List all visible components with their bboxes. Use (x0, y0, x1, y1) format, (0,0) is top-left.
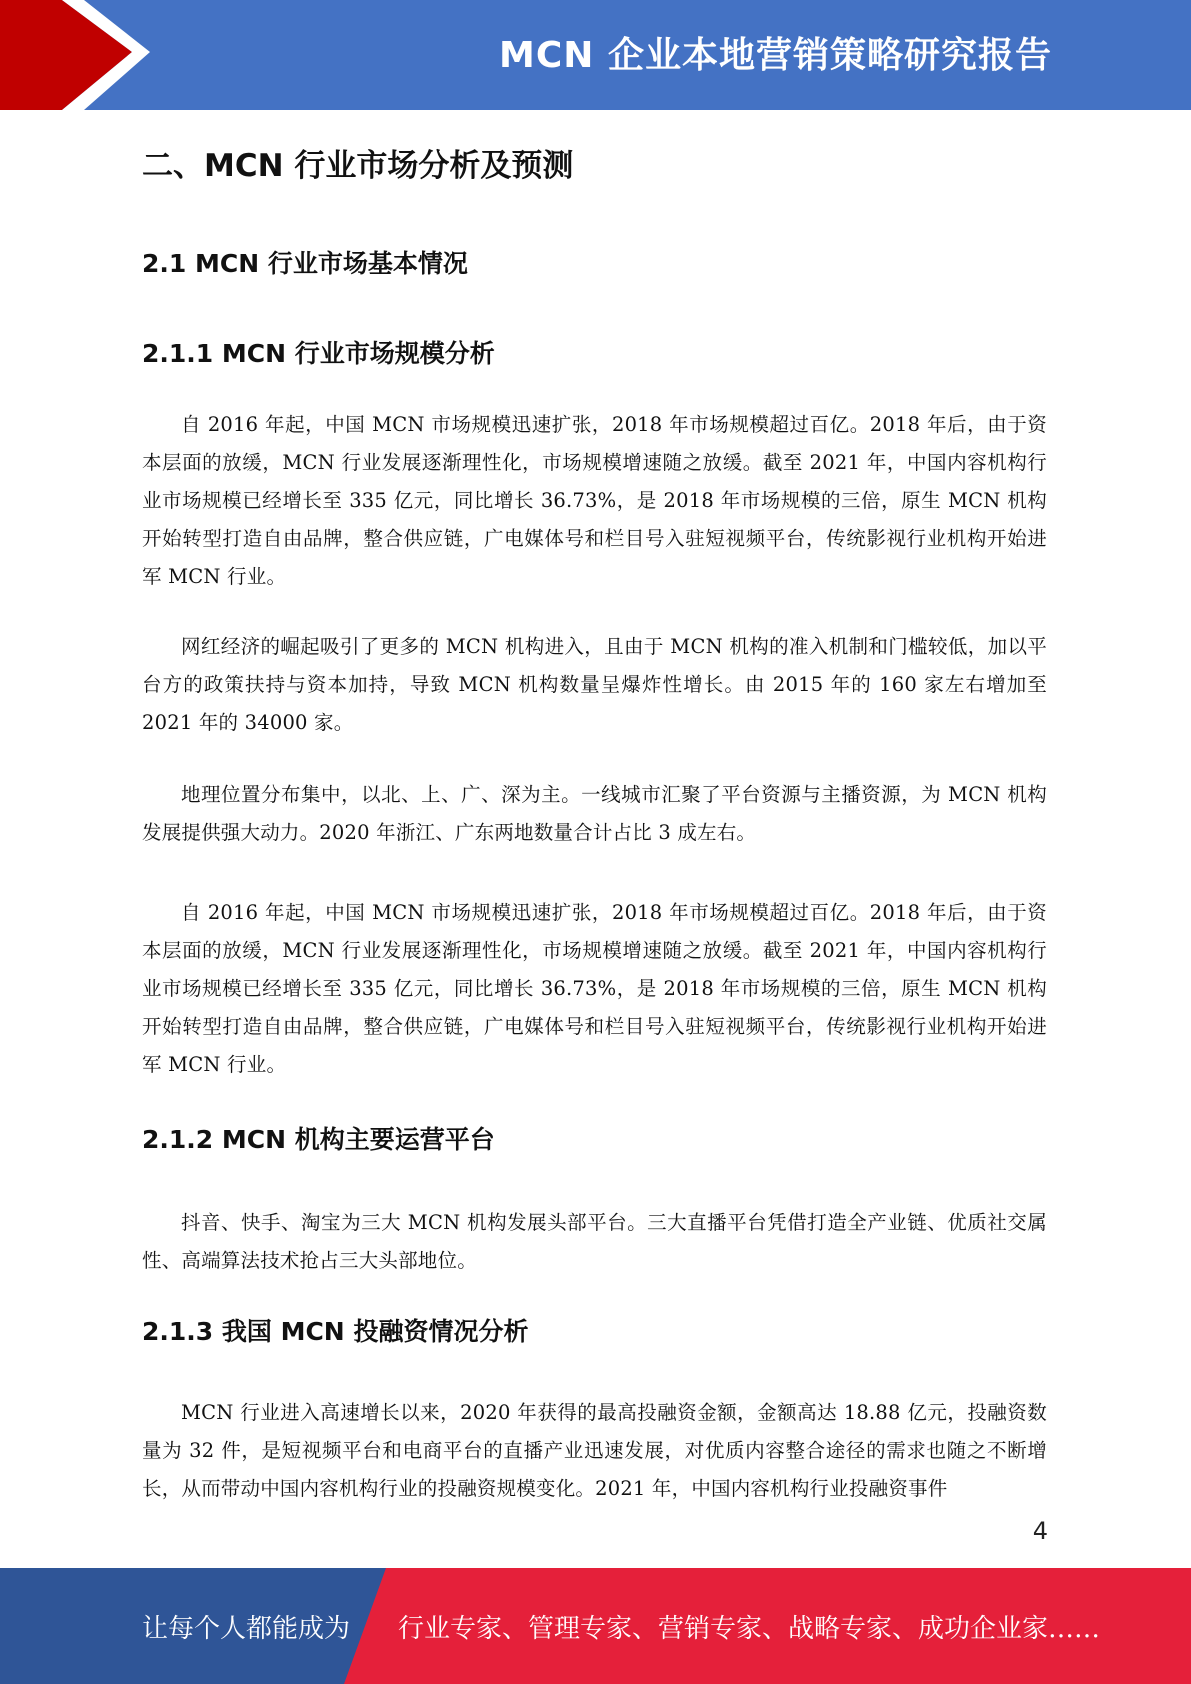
section-heading-2-1-2: 2.1.2 MCN 机构主要运营平台 (142, 1125, 495, 1154)
section-heading-2-1: 2.1 MCN 行业市场基本情况 (142, 249, 468, 278)
footer-banner (0, 1568, 1191, 1684)
report-title: MCN 企业本地营销策略研究报告 (499, 34, 1052, 76)
section-heading-2-1-1: 2.1.1 MCN 行业市场规模分析 (142, 339, 495, 368)
page-number: 4 (1032, 1517, 1048, 1545)
paragraph-investment: MCN 行业进入高速增长以来，2020 年获得的最高投融资金额，金额高达 18.88 亿元，投融资数量为 32 件，是短视频平台和电商平台的直播产业迅速发展，对优质内容整合途径的需求也随之不断增长，从而带动中国内容机构行业的投融资规模变化。2021 年，中国内容机构行业投融资事件 (142, 1401, 1047, 1500)
chapter-heading: 二、MCN 行业市场分析及预测 (142, 148, 574, 184)
paragraph-platforms: 抖音、快手、淘宝为三大 MCN 机构发展头部平台。三大直播平台凭借打造全产业链、优质社交属性、高端算法技术抢占三大头部地位。 (142, 1211, 1047, 1272)
red-chevron-graphic (0, 0, 160, 110)
footer-slogan-right: 行业专家、管理专家、营销专家、战略专家、成功企业家…… (398, 1613, 1101, 1644)
paragraph-institution-count: 网红经济的崛起吸引了更多的 MCN 机构进入，且由于 MCN 机构的准入机制和门槛较低，加以平台方的政策扶持与资本加持，导致 MCN 机构数量呈爆炸性增长。由 2015 年的 160 家左右增加至 2021 年的 34000 家。 (142, 635, 1047, 734)
header-banner (0, 0, 1191, 110)
paragraph-market-size: 自 2016 年起，中国 MCN 市场规模迅速扩张，2018 年市场规模超过百亿。2018 年后，由于资本层面的放缓，MCN 行业发展逐渐理性化，市场规模增速随之放缓。截至 2021 年，中国内容机构行业市场规模已经增长至 335 亿元，同比增长 36.73%，是 2018 年市场规模的三倍，原生 MCN 机构开始转型打造自由品牌，整合供应链，广电媒体号和栏目号入驻短视频平台，传统影视行业机构开始进军 MCN 行业。 (142, 413, 1047, 588)
footer-slogan-left: 让每个人都能成为 (142, 1613, 351, 1644)
paragraph-geography: 地理位置分布集中，以北、上、广、深为主。一线城市汇聚了平台资源与主播资源，为 MCN 机构发展提供强大动力。2020 年浙江、广东两地数量合计占比 3 成左右。 (142, 783, 1047, 844)
paragraph-market-size-repeat: 自 2016 年起，中国 MCN 市场规模迅速扩张，2018 年市场规模超过百亿。2018 年后，由于资本层面的放缓，MCN 行业发展逐渐理性化，市场规模增速随之放缓。截至 2021 年，中国内容机构行业市场规模已经增长至 335 亿元，同比增长 36.73%，是 2018 年市场规模的三倍，原生 MCN 机构开始转型打造自由品牌，整合供应链，广电媒体号和栏目号入驻短视频平台，传统影视行业机构开始进军 MCN 行业。 (142, 901, 1047, 1076)
section-heading-2-1-3: 2.1.3 我国 MCN 投融资情况分析 (142, 1317, 529, 1346)
